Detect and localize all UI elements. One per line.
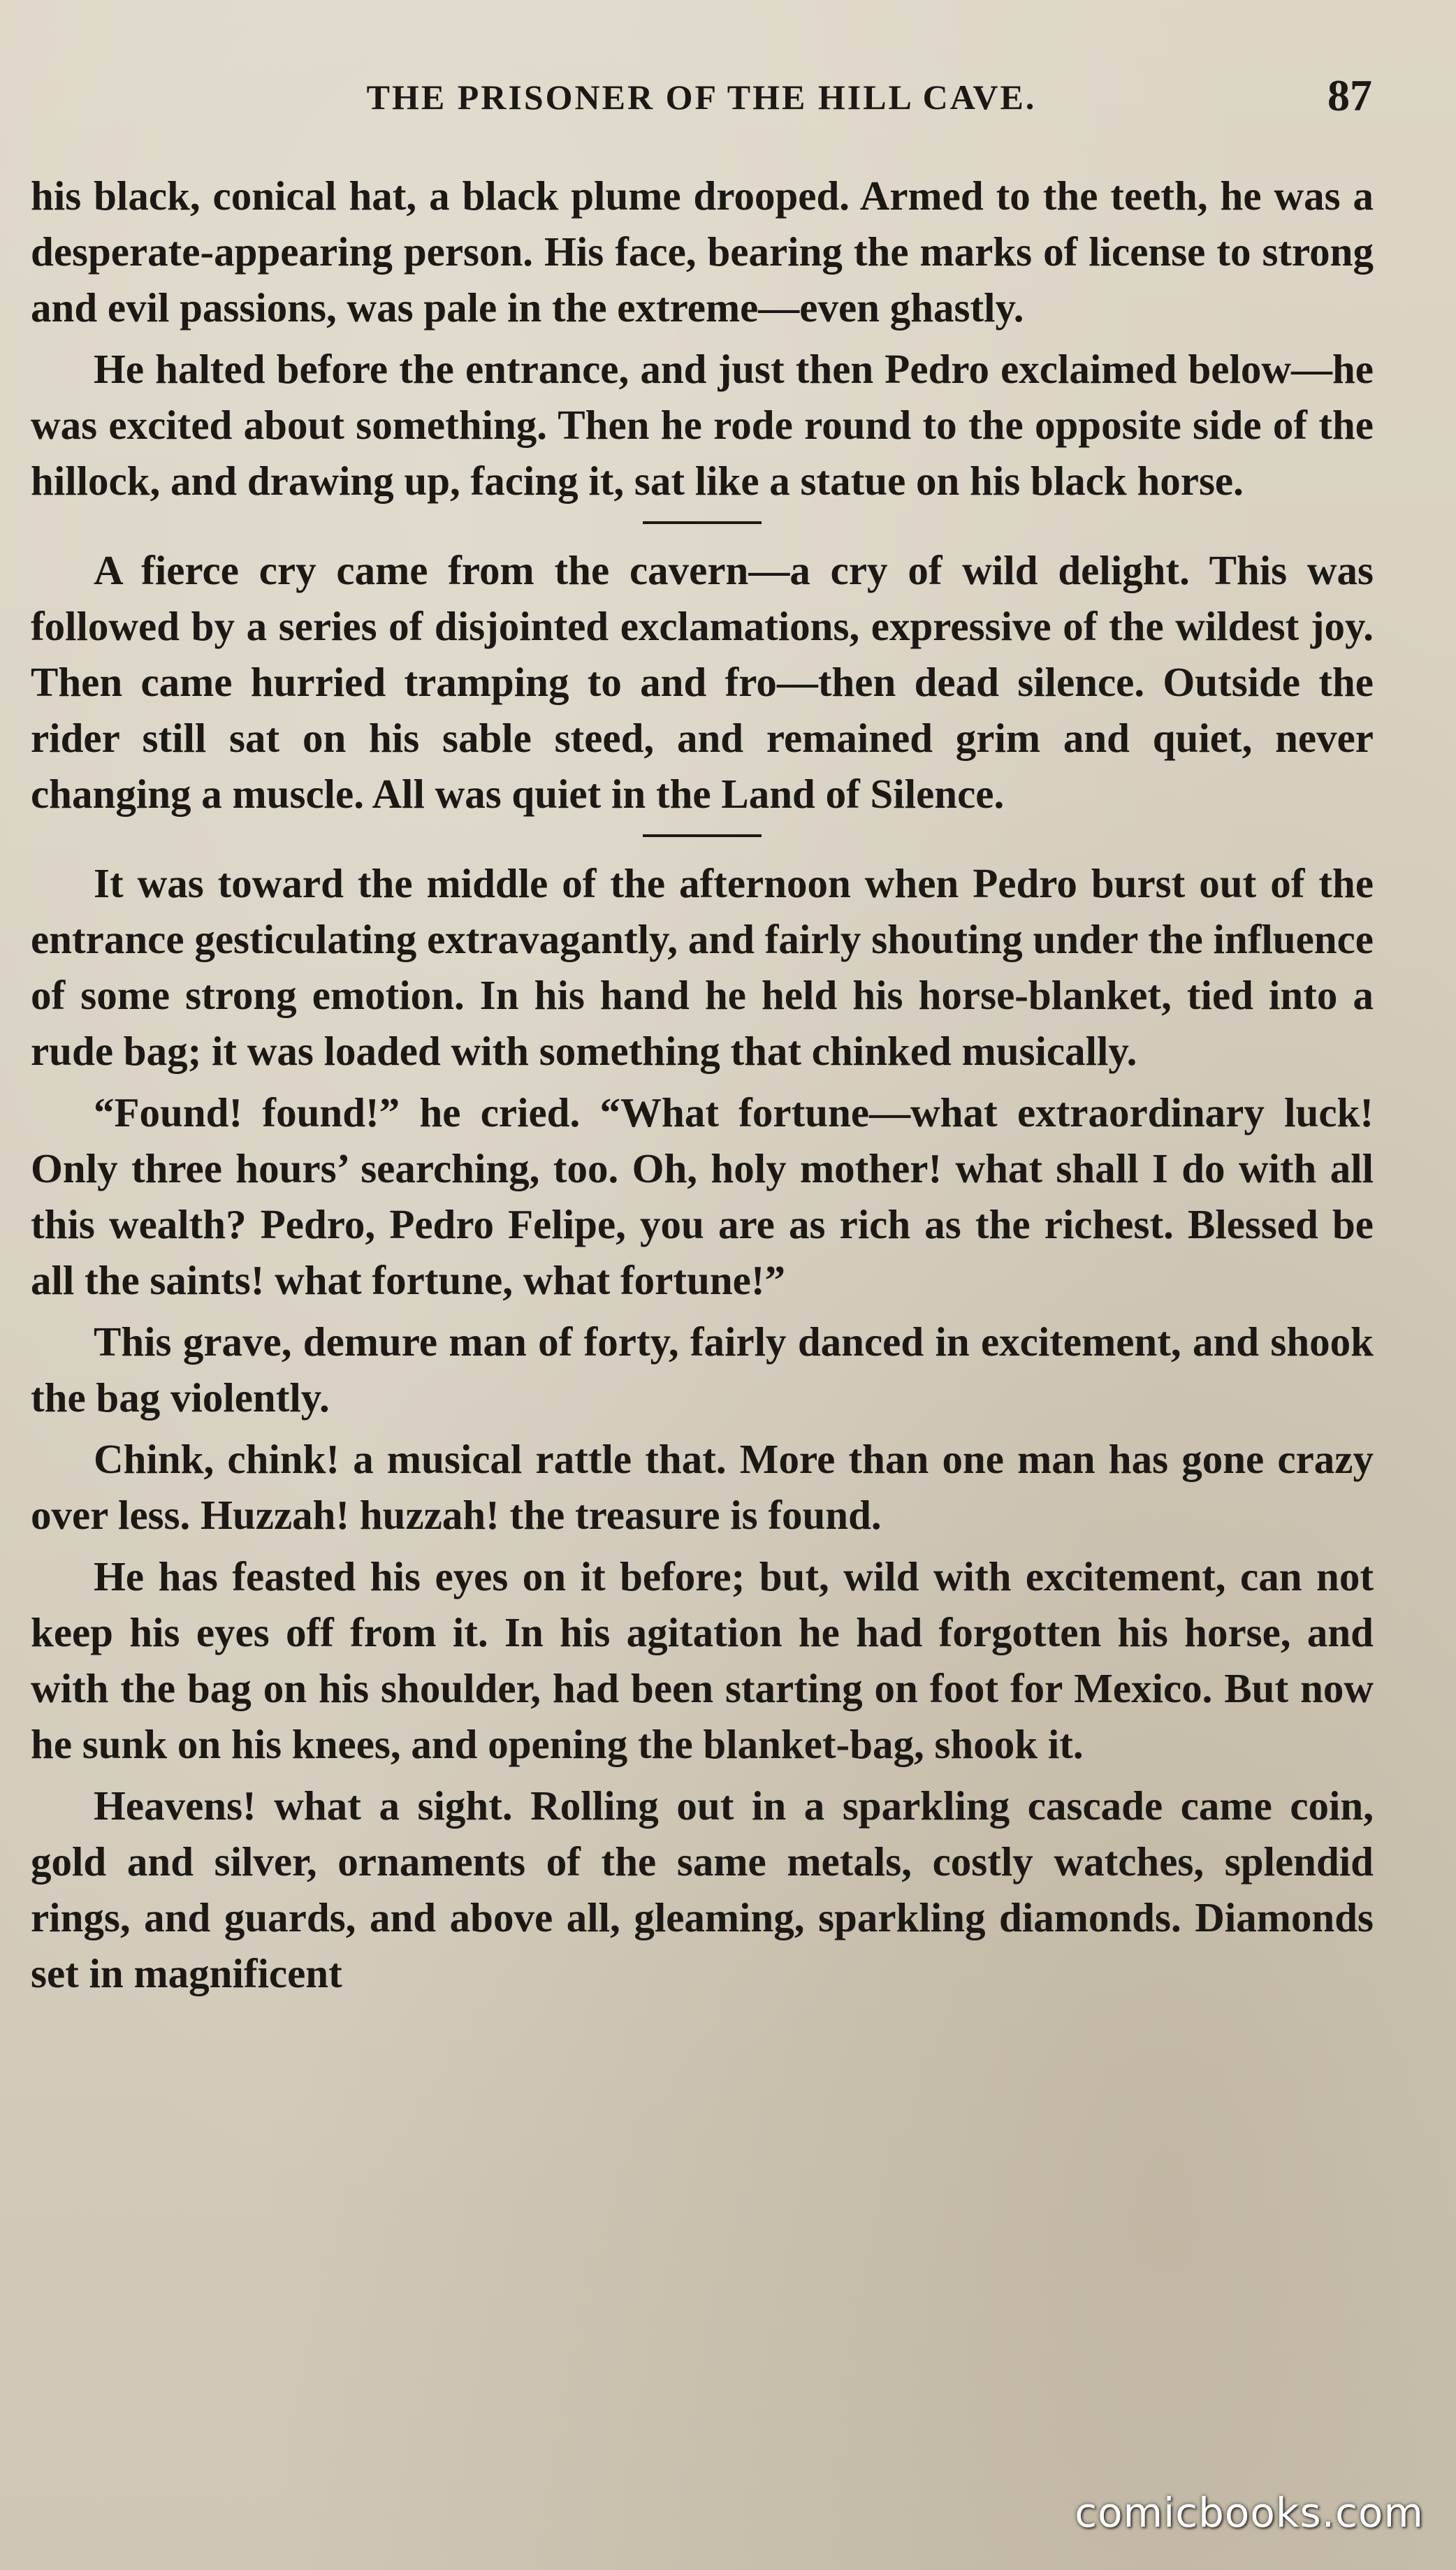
watermark: comicbooks.com xyxy=(1075,2489,1424,2536)
paragraph: He halted before the entrance, and just then Pedro exclaimed below—he was excited about something. Then he rode round to the opposite side of the hillock, and drawing up, facing it, sat like a statue on his black horse. xyxy=(31,346,1374,504)
body-text xyxy=(31,168,1374,2001)
page-header xyxy=(31,70,1372,126)
paragraph: “Found! found!” he cried. “What fortune—what extraordinary luck! Only three hours’ searching, too. Oh, holy mother! what shall I do with all this wealth? Pedro, Pedro Felipe, you are as rich as the richest. Blessed be all the saints! what fortune, what fortune!” xyxy=(31,1089,1374,1303)
paragraph: his black, conical hat, a black plume drooped. Armed to the teeth, he was a desperate-appearing person. His face, bearing the marks of license to strong and evil passions, was pale in the extreme—even ghastly. xyxy=(31,173,1374,331)
paragraph: Chink, chink! a musical rattle that. More than one man has gone crazy over less. Huzzah! huzzah! the treasure is found. xyxy=(31,1436,1374,1538)
paragraph: Heavens! what a sight. Rolling out in a sparkling cascade came coin, gold and silver, ornaments of the same metals, costly watches, splendid rings, and guards, and above all, gleaming, sparkling diamonds. Diamonds set in magnificent xyxy=(31,1783,1374,1996)
paragraph: This grave, demure man of forty, fairly danced in excitement, and shook the bag violently. xyxy=(31,1319,1374,1421)
paragraph: It was toward the middle of the afternoon when Pedro burst out of the entrance gesticulating extravagantly, and fairly shouting under the influence of some strong emotion. In his hand he held his horse-blanket, tied into a rude bag; it was loaded with something that chinked musically. xyxy=(31,860,1374,1074)
section-divider xyxy=(643,521,762,524)
page-number: 87 xyxy=(1327,71,1372,120)
paragraph: A fierce cry came from the cavern—a cry of wild delight. This was followed by a series of disjointed exclamations, expressive of the wildest joy. Then came hurried tramping to and fro—then dead silence. Outside the rider still sat on his sable steed, and remained grim and quiet, never changing a muscle. All was quiet in the Land of Silence. xyxy=(31,547,1374,817)
paragraph: He has feasted his eyes on it before; but, wild with excitement, can not keep his eyes off from it. In his agitation he had forgotten his horse, and with the bag on his shoulder, had been starting on foot for Mexico. But now he sunk on his knees, and opening the blanket-bag, shook it. xyxy=(31,1553,1374,1767)
running-title: THE PRISONER OF THE HILL CAVE. xyxy=(366,78,1037,117)
section-divider xyxy=(643,834,762,837)
